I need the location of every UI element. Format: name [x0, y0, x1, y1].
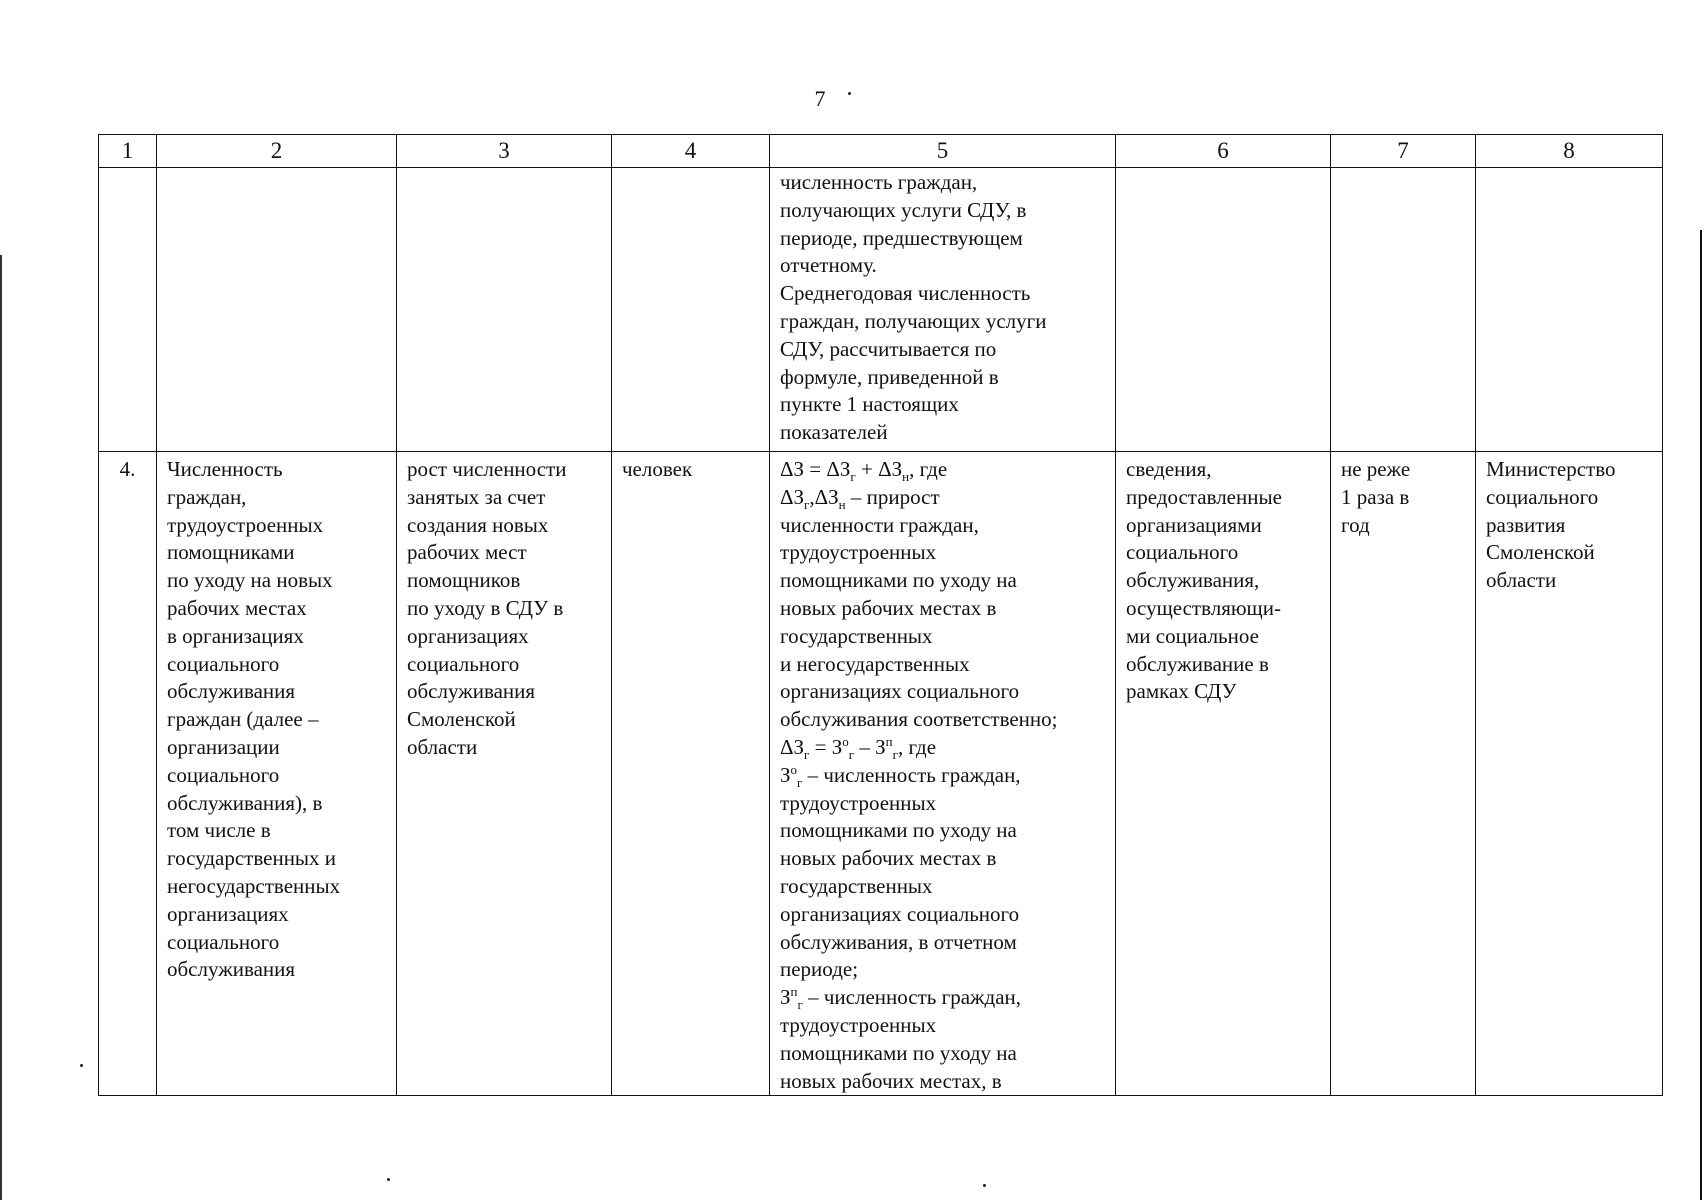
text-line: социального [167, 651, 280, 676]
text-line: 1 раза в [1341, 484, 1410, 509]
formula-delta-state: $\Delta З_г = З^о_г - З^п_г$, где [780, 733, 937, 763]
text-line: граждан (далее – [167, 707, 319, 732]
text-line: граждан, получающих услуги [780, 308, 1047, 333]
text-line: занятых за счет [407, 484, 546, 509]
cell-expected-result [397, 168, 612, 452]
text-line: по уходу в СДУ в [407, 595, 564, 620]
header-row [99, 135, 1663, 168]
header-cell: 5 [770, 135, 1116, 168]
text-line: численности граждан, [780, 512, 979, 537]
text-line: предоставленные [1126, 484, 1282, 509]
text-line: периоде, предшествующем [780, 225, 1023, 250]
cell-unit [612, 168, 770, 452]
text-line: осуществляющи- [1126, 595, 1281, 620]
text-line: Министерство [1486, 457, 1616, 481]
scan-speck [80, 1064, 83, 1067]
text-line: помощниками [167, 540, 295, 565]
scan-edge-left [0, 255, 2, 1200]
cell-number [99, 168, 157, 452]
text-line: Численность [167, 457, 283, 481]
text-line: трудоустроенных [167, 512, 324, 537]
header-cell: 4 [612, 135, 770, 168]
header-cell: 7 [1331, 135, 1476, 168]
indicator-table [98, 134, 1663, 1096]
text-line: организациях [167, 901, 289, 926]
header-cell: 6 [1116, 135, 1331, 168]
text-line: обслуживания соответственно; [780, 707, 1058, 732]
text-line: по уходу на новых [167, 568, 333, 593]
header-cell: 8 [1476, 135, 1663, 168]
cell-indicator-name [157, 452, 397, 1096]
cell-source [1116, 452, 1331, 1096]
text-line: государственных [780, 873, 933, 898]
formula-definition: $З^о_г$ – численность граждан, [780, 761, 1021, 790]
text-line: обслуживания, в отчетном [780, 929, 1017, 954]
text-line: помощниками по уходу на [780, 1040, 1017, 1065]
text-line: граждан, [167, 484, 247, 509]
text-line: социального [1486, 484, 1599, 509]
text-line: ми социальное [1126, 623, 1259, 648]
cell-methodology [770, 168, 1116, 452]
text-line: обслуживание в [1126, 651, 1269, 676]
text-line: создания новых [407, 512, 549, 537]
text-line: том числе в [167, 818, 271, 843]
text-line: государственных [780, 623, 933, 648]
text-line: социального [1126, 540, 1239, 565]
header-cell: 3 [397, 135, 612, 168]
scan-edge-right [1700, 230, 1702, 1200]
cell-indicator-name [157, 168, 397, 452]
text-line: сведения, [1126, 457, 1212, 481]
text-line: социального [167, 762, 280, 787]
text-line: рамках СДУ [1126, 679, 1237, 704]
table-row [99, 168, 1663, 452]
text-line: пункте 1 настоящих [780, 392, 959, 417]
text-line: и негосударственных [780, 651, 970, 676]
text-line: новых рабочих местах в [780, 595, 997, 620]
text-line: организациях [407, 623, 529, 648]
cell-number: 4. [99, 452, 157, 1096]
scan-speck [983, 1184, 986, 1187]
text-line: помощниками по уходу на [780, 818, 1017, 843]
text-line: развития [1486, 512, 1566, 537]
text-line: государственных и [167, 846, 337, 871]
text-line: получающих услуги СДУ, в [780, 197, 1027, 222]
text-line: обслуживания, [1126, 568, 1260, 593]
text-line: обслуживания [407, 679, 536, 704]
text-line: трудоустроенных [780, 1012, 937, 1037]
text-line: обслуживания [167, 679, 296, 704]
text-line: формуле, приведенной в [780, 364, 999, 389]
text-line: не реже [1341, 457, 1411, 481]
cell-responsible [1476, 168, 1663, 452]
methodology-text-c [780, 1012, 1105, 1095]
text-line: Среднегодовая численность [780, 281, 1031, 306]
text-line: организациях социального [780, 901, 1020, 926]
text-line: Смоленской [1486, 540, 1595, 565]
text-line: показателей [780, 420, 888, 445]
formula-definition: $\Delta З_г,\Delta З_н$ – прирост [780, 484, 940, 512]
text-line: в организациях [167, 623, 304, 648]
text-line: помощников [407, 568, 521, 593]
text-line: области [407, 734, 478, 759]
text-line: трудоустроенных [780, 540, 937, 565]
cell-unit: человек [612, 452, 770, 1096]
text-line: социального [407, 651, 520, 676]
table-row [99, 452, 1663, 1096]
text-line: обслуживания [167, 957, 296, 982]
cell-frequency [1331, 452, 1476, 1096]
text-line: численность граждан, [780, 170, 978, 194]
scan-speck [387, 1178, 390, 1181]
cell-frequency [1331, 168, 1476, 452]
text-line: организациях социального [780, 679, 1020, 704]
header-cell: 1 [99, 135, 157, 168]
cell-source [1116, 168, 1331, 452]
methodology-text-a [780, 512, 1105, 734]
text-line: периоде; [780, 957, 859, 982]
text-line: год [1341, 512, 1370, 537]
cell-responsible [1476, 452, 1663, 1096]
page-number: 7 [814, 86, 826, 111]
text-line: новых рабочих местах в [780, 846, 997, 871]
text-line: трудоустроенных [780, 790, 937, 815]
text-line: рост численности [407, 457, 567, 481]
text-line: области [1486, 568, 1557, 593]
text-line: негосударственных [167, 873, 341, 898]
cell-methodology [770, 452, 1116, 1096]
text-line: рабочих мест [407, 540, 527, 565]
text-line: рабочих местах [167, 595, 307, 620]
cell-expected-result [397, 452, 612, 1096]
text-line: отчетному. [780, 253, 877, 278]
text-line: социального [167, 929, 280, 954]
text-line: обслуживания), в [167, 790, 323, 815]
methodology-text-b [780, 790, 1105, 985]
header-cell: 2 [157, 135, 397, 168]
text-line: помощниками по уходу на [780, 568, 1017, 593]
text-line: Смоленской [407, 707, 516, 732]
text-line: новых рабочих местах, в [780, 1068, 1002, 1093]
formula-delta-total: $\Delta З = \Delta З_г + \Delta З_н$, где [780, 457, 948, 485]
scan-speck [848, 92, 851, 95]
text-line: СДУ, рассчитывается по [780, 336, 997, 361]
text-line: организациями [1126, 512, 1262, 537]
text-line: организации [167, 734, 280, 759]
formula-definition: $З^п_г$ – численность граждан, [780, 984, 1022, 1013]
